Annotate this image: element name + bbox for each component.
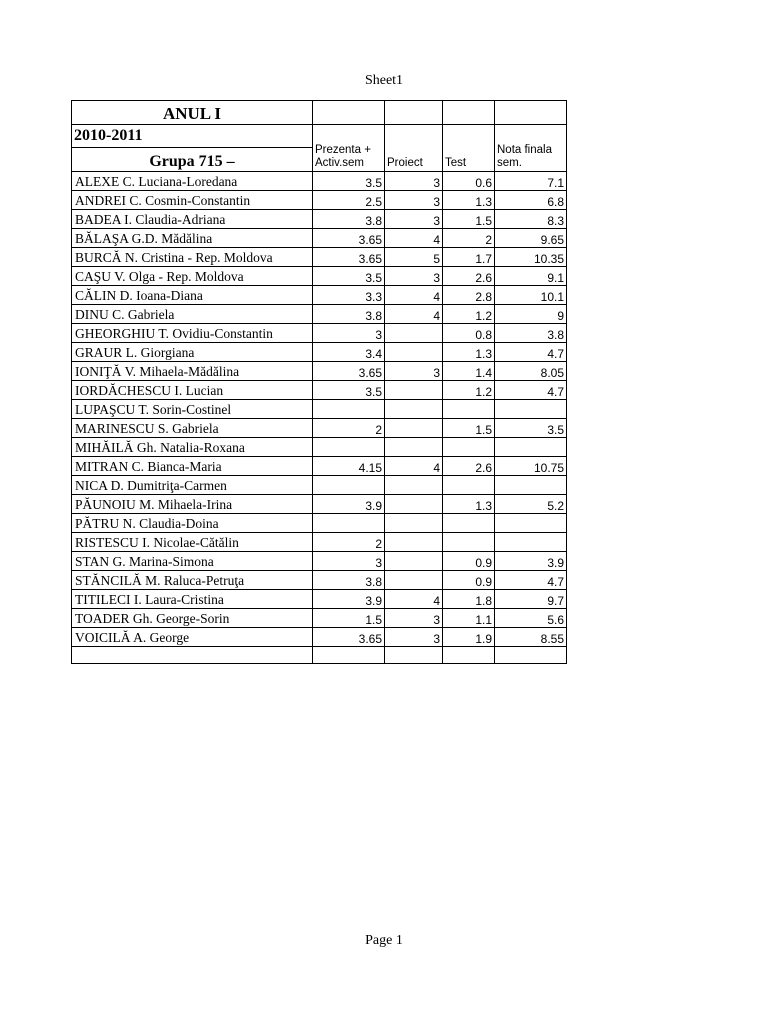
test-value: 1.8 bbox=[443, 590, 495, 609]
student-name: GRAUR L. Giorgiana bbox=[72, 343, 313, 362]
table-row bbox=[72, 533, 567, 552]
prezenta-value bbox=[313, 476, 385, 495]
empty-cell bbox=[495, 101, 567, 125]
prezenta-value: 3.8 bbox=[313, 571, 385, 590]
table-row bbox=[72, 172, 567, 191]
student-name: BURCĂ N. Cristina - Rep. Moldova bbox=[72, 248, 313, 267]
prezenta-value: 3 bbox=[313, 552, 385, 571]
nota-finala-value: 6.8 bbox=[495, 191, 567, 210]
student-name: PĂUNOIU M. Mihaela-Irina bbox=[72, 495, 313, 514]
proiect-value: 3 bbox=[385, 362, 443, 381]
test-value bbox=[443, 514, 495, 533]
prezenta-value: 3.9 bbox=[313, 590, 385, 609]
table-row bbox=[72, 286, 567, 305]
nota-finala-value: 3.8 bbox=[495, 324, 567, 343]
test-value: 2.6 bbox=[443, 267, 495, 286]
nota-finala-value: 9.7 bbox=[495, 590, 567, 609]
test-value bbox=[443, 400, 495, 419]
student-name: GHEORGHIU T. Ovidiu-Constantin bbox=[72, 324, 313, 343]
student-name: CAŞU V. Olga - Rep. Moldova bbox=[72, 267, 313, 286]
nota-finala-value: 8.3 bbox=[495, 210, 567, 229]
student-name: BADEA I. Claudia-Adriana bbox=[72, 210, 313, 229]
student-name: TOADER Gh. George-Sorin bbox=[72, 609, 313, 628]
nota-finala-value: 9.1 bbox=[495, 267, 567, 286]
table-row bbox=[72, 305, 567, 324]
proiect-value: 4 bbox=[385, 305, 443, 324]
student-name: STAN G. Marina-Simona bbox=[72, 552, 313, 571]
table-row bbox=[72, 514, 567, 533]
year-of-study-heading: ANUL I bbox=[72, 101, 313, 125]
empty-cell bbox=[385, 647, 443, 664]
nota-finala-value: 10.75 bbox=[495, 457, 567, 476]
table-row bbox=[72, 229, 567, 248]
nota-finala-value: 5.6 bbox=[495, 609, 567, 628]
test-value: 1.5 bbox=[443, 210, 495, 229]
test-value bbox=[443, 533, 495, 552]
prezenta-value bbox=[313, 514, 385, 533]
empty-cell bbox=[443, 101, 495, 125]
year-row bbox=[72, 125, 567, 148]
nota-finala-value: 4.7 bbox=[495, 571, 567, 590]
student-name: NICA D. Dumitriţa-Carmen bbox=[72, 476, 313, 495]
table-row bbox=[72, 628, 567, 647]
sheet-title: Sheet1 bbox=[364, 73, 404, 88]
nota-finala-value bbox=[495, 533, 567, 552]
proiect-value: 4 bbox=[385, 457, 443, 476]
proiect-value: 5 bbox=[385, 248, 443, 267]
student-name: LUPAŞCU T. Sorin-Costinel bbox=[72, 400, 313, 419]
test-value: 0.9 bbox=[443, 571, 495, 590]
proiect-value: 4 bbox=[385, 590, 443, 609]
test-value: 1.2 bbox=[443, 381, 495, 400]
test-value: 1.9 bbox=[443, 628, 495, 647]
nota-finala-value: 7.1 bbox=[495, 172, 567, 191]
nota-finala-value: 9.65 bbox=[495, 229, 567, 248]
proiect-value: 4 bbox=[385, 229, 443, 248]
student-name: ALEXE C. Luciana-Loredana bbox=[72, 172, 313, 191]
prezenta-value: 1.5 bbox=[313, 609, 385, 628]
proiect-value bbox=[385, 400, 443, 419]
table-row bbox=[72, 438, 567, 457]
proiect-value: 3 bbox=[385, 191, 443, 210]
nota-finala-value bbox=[495, 514, 567, 533]
student-name: RISTESCU I. Nicolae-Cătălin bbox=[72, 533, 313, 552]
nota-finala-value: 10.35 bbox=[495, 248, 567, 267]
prezenta-value: 3.65 bbox=[313, 362, 385, 381]
prezenta-value: 3.5 bbox=[313, 381, 385, 400]
table-row bbox=[72, 419, 567, 438]
proiect-value bbox=[385, 324, 443, 343]
proiect-value bbox=[385, 381, 443, 400]
prezenta-value: 3.5 bbox=[313, 172, 385, 191]
table-row bbox=[72, 457, 567, 476]
prezenta-value: 2 bbox=[313, 533, 385, 552]
test-value: 1.5 bbox=[443, 419, 495, 438]
table-row bbox=[72, 571, 567, 590]
proiect-value bbox=[385, 514, 443, 533]
nota-finala-value: 3.5 bbox=[495, 419, 567, 438]
table-row bbox=[72, 191, 567, 210]
proiect-value bbox=[385, 476, 443, 495]
test-value: 1.3 bbox=[443, 495, 495, 514]
table-row bbox=[72, 400, 567, 419]
nota-finala-value: 5.2 bbox=[495, 495, 567, 514]
test-value: 1.2 bbox=[443, 305, 495, 324]
proiect-value bbox=[385, 552, 443, 571]
test-value: 2.6 bbox=[443, 457, 495, 476]
academic-year: 2010-2011 bbox=[72, 125, 313, 148]
group-heading: Grupa 715 – bbox=[72, 148, 313, 172]
prezenta-value: 3.3 bbox=[313, 286, 385, 305]
nota-finala-value bbox=[495, 476, 567, 495]
student-name: STĂNCILĂ M. Raluca-Petruţa bbox=[72, 571, 313, 590]
prezenta-value: 3.9 bbox=[313, 495, 385, 514]
nota-finala-value bbox=[495, 400, 567, 419]
empty-cell bbox=[313, 647, 385, 664]
proiect-value bbox=[385, 419, 443, 438]
nota-finala-value: 8.05 bbox=[495, 362, 567, 381]
test-value: 1.7 bbox=[443, 248, 495, 267]
student-name: MARINESCU S. Gabriela bbox=[72, 419, 313, 438]
student-name: CĂLIN D. Ioana-Diana bbox=[72, 286, 313, 305]
empty-row bbox=[72, 647, 567, 664]
proiect-value: 3 bbox=[385, 609, 443, 628]
prezenta-value: 3.8 bbox=[313, 210, 385, 229]
column-header-test: Test bbox=[443, 125, 495, 172]
table-row bbox=[72, 495, 567, 514]
proiect-value bbox=[385, 533, 443, 552]
table-row bbox=[72, 343, 567, 362]
nota-finala-value bbox=[495, 438, 567, 457]
prezenta-value: 3.65 bbox=[313, 248, 385, 267]
prezenta-value: 2.5 bbox=[313, 191, 385, 210]
prezenta-value: 3.4 bbox=[313, 343, 385, 362]
empty-cell bbox=[313, 101, 385, 125]
table-row bbox=[72, 210, 567, 229]
student-name: DINU C. Gabriela bbox=[72, 305, 313, 324]
proiect-value: 3 bbox=[385, 628, 443, 647]
student-name: TITILECI I. Laura-Cristina bbox=[72, 590, 313, 609]
nota-finala-value: 4.7 bbox=[495, 381, 567, 400]
proiect-value: 3 bbox=[385, 267, 443, 286]
test-value: 1.3 bbox=[443, 343, 495, 362]
table-row bbox=[72, 381, 567, 400]
table-row bbox=[72, 267, 567, 286]
table-row bbox=[72, 324, 567, 343]
prezenta-value: 4.15 bbox=[313, 457, 385, 476]
empty-cell bbox=[385, 101, 443, 125]
empty-cell bbox=[443, 647, 495, 664]
grades-table bbox=[71, 100, 567, 664]
prezenta-value: 3 bbox=[313, 324, 385, 343]
empty-cell bbox=[72, 647, 313, 664]
proiect-value bbox=[385, 571, 443, 590]
prezenta-value: 3.8 bbox=[313, 305, 385, 324]
student-name: MIHĂILĂ Gh. Natalia-Roxana bbox=[72, 438, 313, 457]
proiect-value bbox=[385, 343, 443, 362]
proiect-value: 3 bbox=[385, 172, 443, 191]
table-row bbox=[72, 362, 567, 381]
proiect-value bbox=[385, 495, 443, 514]
test-value: 2 bbox=[443, 229, 495, 248]
prezenta-value: 2 bbox=[313, 419, 385, 438]
student-name: IORDĂCHESCU I. Lucian bbox=[72, 381, 313, 400]
student-name: PĂTRU N. Claudia-Doina bbox=[72, 514, 313, 533]
student-name: MITRAN C. Bianca-Maria bbox=[72, 457, 313, 476]
table-row bbox=[72, 476, 567, 495]
title-row bbox=[72, 101, 567, 125]
column-header-prezenta: Prezenta + Activ.sem bbox=[313, 125, 385, 172]
test-value bbox=[443, 476, 495, 495]
nota-finala-value: 3.9 bbox=[495, 552, 567, 571]
student-name: BĂLAŞA G.D. Mădălina bbox=[72, 229, 313, 248]
student-name: VOICILĂ A. George bbox=[72, 628, 313, 647]
test-value: 0.8 bbox=[443, 324, 495, 343]
table-row bbox=[72, 248, 567, 267]
test-value: 0.9 bbox=[443, 552, 495, 571]
prezenta-value: 3.65 bbox=[313, 628, 385, 647]
nota-finala-value: 9 bbox=[495, 305, 567, 324]
table-row bbox=[72, 552, 567, 571]
column-header-proiect: Proiect bbox=[385, 125, 443, 172]
prezenta-value bbox=[313, 438, 385, 457]
proiect-value bbox=[385, 438, 443, 457]
prezenta-value: 3.65 bbox=[313, 229, 385, 248]
test-value: 1.3 bbox=[443, 191, 495, 210]
test-value: 2.8 bbox=[443, 286, 495, 305]
proiect-value: 3 bbox=[385, 210, 443, 229]
prezenta-value bbox=[313, 400, 385, 419]
student-name: ANDREI C. Cosmin-Constantin bbox=[72, 191, 313, 210]
test-value: 1.1 bbox=[443, 609, 495, 628]
nota-finala-value: 4.7 bbox=[495, 343, 567, 362]
column-header-nota-finala: Nota finala sem. bbox=[495, 125, 567, 172]
prezenta-value: 3.5 bbox=[313, 267, 385, 286]
table-row bbox=[72, 609, 567, 628]
table-row bbox=[72, 590, 567, 609]
test-value bbox=[443, 438, 495, 457]
student-name: IONIŢĂ V. Mihaela-Mădălina bbox=[72, 362, 313, 381]
nota-finala-value: 10.1 bbox=[495, 286, 567, 305]
proiect-value: 4 bbox=[385, 286, 443, 305]
test-value: 1.4 bbox=[443, 362, 495, 381]
empty-cell bbox=[495, 647, 567, 664]
nota-finala-value: 8.55 bbox=[495, 628, 567, 647]
page-number: Page 1 bbox=[365, 933, 403, 948]
test-value: 0.6 bbox=[443, 172, 495, 191]
